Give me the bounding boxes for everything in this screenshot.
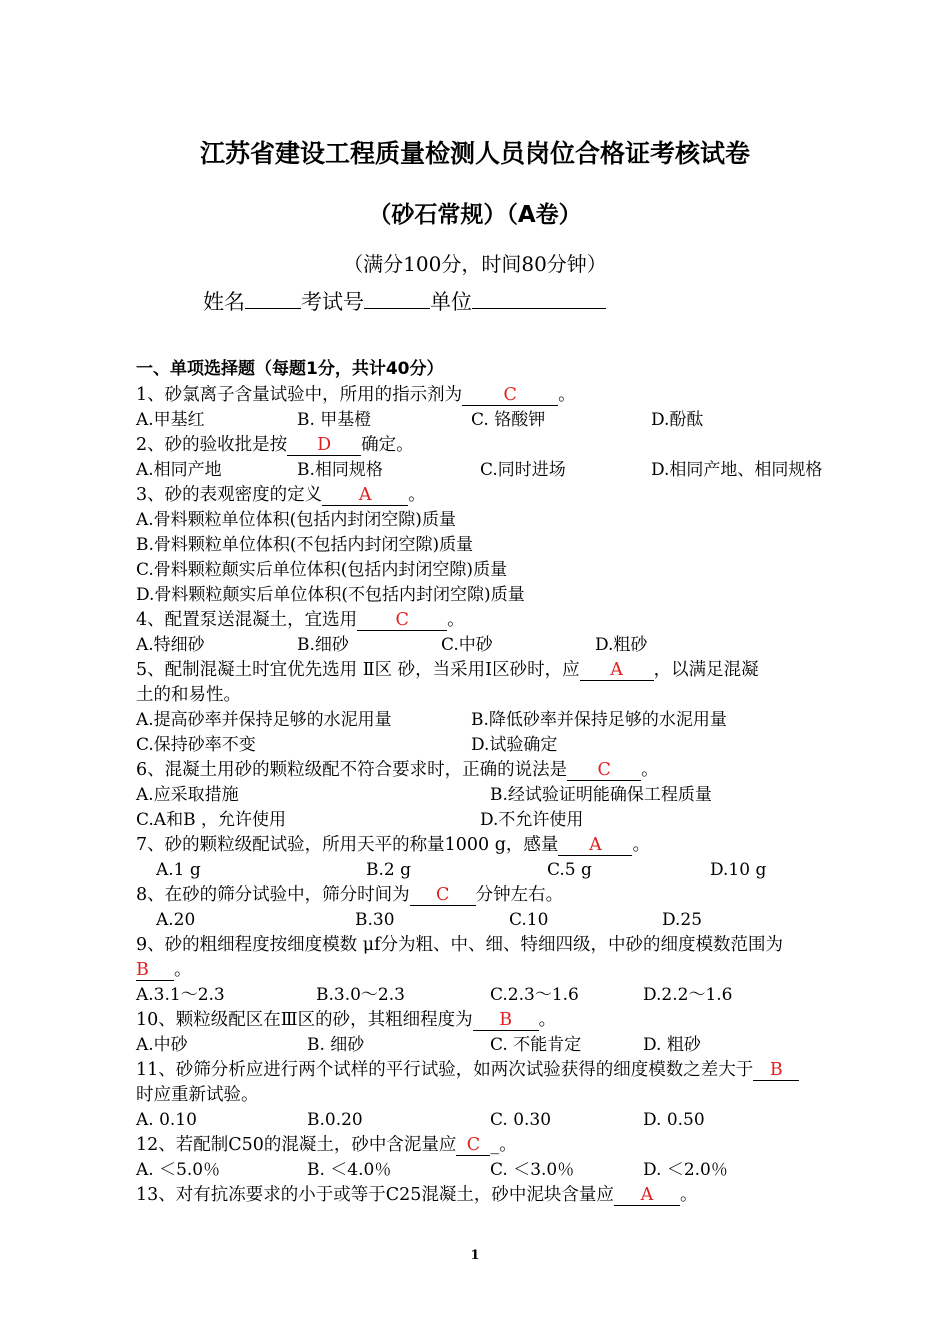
question-text: 。 [641, 760, 659, 780]
option: B.0.20 [307, 1110, 363, 1130]
option: D.相同产地、相同规格 [651, 460, 823, 480]
question-continuation: 土的和易性。 [136, 685, 241, 705]
question-text: 1、砂氯离子含量试验中，所用的指示剂为 [136, 385, 463, 405]
question-continuation: 时应重新试验。 [136, 1085, 259, 1105]
option: C.骨料颗粒颠实后单位体积(包括内封闭空隙)质量 [136, 560, 508, 580]
option: C.2.3～1.6 [490, 985, 579, 1005]
answer-blank: C [456, 1135, 490, 1156]
option: B. 甲基橙 [297, 410, 372, 430]
question-text: 12、若配制C50的混凝土，砂中含泥量应 [136, 1135, 457, 1155]
question-text: 3、砂的表观密度的定义 [136, 485, 323, 505]
option: D. 粗砂 [643, 1035, 701, 1055]
question-text: _ [490, 1135, 500, 1155]
answer-blank: B [753, 1060, 799, 1081]
option: B.30 [355, 910, 395, 930]
option: C.A和B ，允许使用 [136, 810, 286, 830]
exam-no-field[interactable] [364, 288, 430, 309]
option: C. 铬酸钾 [471, 410, 546, 430]
option: C. 不能肯定 [490, 1035, 582, 1055]
name-label: 姓名 [203, 290, 245, 314]
option: B.3.0～2.3 [316, 985, 405, 1005]
option: C. 0.30 [490, 1110, 552, 1130]
option: D. 0.50 [643, 1110, 705, 1130]
question-text: 10、颗粒级配区在Ⅲ区的砂，其粗细程度为 [136, 1010, 473, 1030]
unit-label: 单位 [430, 290, 472, 314]
option: D.不允许使用 [480, 810, 584, 830]
answer-blank: C [567, 760, 641, 781]
question-text: 。 [174, 960, 192, 980]
question-text: 5、配制混凝土时宜优先选用 Ⅱ区 砂，当采用Ⅰ区砂时，应 [136, 660, 580, 680]
option: A.提高砂率并保持足够的水泥用量 [136, 710, 392, 730]
option: A.中砂 [136, 1035, 188, 1055]
question-text: 分钟左右。 [475, 885, 564, 905]
question-text: 6、混凝土用砂的颗粒级配不符合要求时，正确的说法是 [136, 760, 568, 780]
option: D.25 [662, 910, 703, 930]
question-text: 。 [538, 1010, 557, 1030]
answer-blank: A [580, 660, 654, 681]
option: B.经试验证明能确保工程质量 [490, 785, 712, 805]
option: A.应采取措施 [136, 785, 239, 805]
answer-blank: A [322, 485, 408, 506]
unit-field[interactable] [472, 288, 606, 309]
exam-meta: （满分100分，时间80分钟） [343, 252, 607, 276]
question [136, 884, 563, 906]
option: D.试验确定 [471, 735, 558, 755]
option: D. ＜2.0％ [643, 1160, 728, 1180]
question [136, 659, 759, 681]
answer-blank: A [558, 835, 632, 856]
question [136, 384, 576, 406]
option: A.相同产地 [136, 460, 222, 480]
question [136, 834, 650, 856]
exam-title: 江苏省建设工程质量检测人员岗位合格证考核试卷 [199, 139, 750, 168]
question [136, 1059, 799, 1081]
option: B. 细砂 [307, 1035, 365, 1055]
question-text: 确定。 [361, 435, 414, 455]
option: C.10 [509, 910, 549, 930]
question-text: ，以满足混凝 [653, 660, 759, 680]
question [136, 759, 659, 781]
option: A. ＜5.0％ [136, 1160, 221, 1180]
question-text: 。 [679, 1185, 698, 1205]
answer-blank: C [357, 610, 447, 631]
answer-blank: C [410, 885, 476, 906]
question-text: 。 [558, 385, 576, 405]
option: A.1 g [156, 860, 201, 880]
option: B.相同规格 [297, 460, 383, 480]
option: B. ＜4.0％ [307, 1160, 392, 1180]
option: C. ＜3.0％ [490, 1160, 575, 1180]
question-text: 8、在砂的筛分试验中，筛分时间为 [136, 885, 410, 905]
question [136, 934, 783, 956]
question-continuation [136, 959, 192, 981]
option: A.特细砂 [136, 635, 205, 655]
option: C.中砂 [441, 635, 493, 655]
page-number: 1 [470, 1248, 480, 1263]
question-text: 7、砂的颗粒级配试验，所用天平的称量1000 g，感量 [136, 835, 559, 855]
question-text: 2、砂的验收批是按 [136, 435, 288, 455]
option: B.2 g [366, 860, 411, 880]
answer-blank: D [287, 435, 361, 456]
exam-no-label: 考试号 [301, 290, 364, 314]
question-text: 13、对有抗冻要求的小于或等于C25混凝土，砂中泥块含量应 [136, 1185, 614, 1205]
option: D.粗砂 [595, 635, 648, 655]
candidate-info [203, 286, 606, 316]
name-field[interactable] [245, 288, 301, 309]
answer-blank: C [462, 385, 558, 406]
question [136, 1009, 556, 1031]
answer-blank: B [473, 1010, 539, 1031]
option: D.骨料颗粒颠实后单位体积(不包括内封闭空隙)质量 [136, 585, 525, 605]
question [136, 1134, 517, 1156]
option: D.酚酞 [651, 410, 704, 430]
question-text: 。 [632, 835, 650, 855]
option: A.20 [156, 910, 196, 930]
question [136, 434, 414, 456]
question-text: 4、配置泵送混凝土，宜选用 [136, 610, 358, 630]
option: B.细砂 [297, 635, 349, 655]
exam-subtitle: （砂石常规）（A卷） [368, 202, 582, 228]
option: C.5 g [547, 860, 592, 880]
option: D.10 g [710, 860, 767, 880]
question [136, 484, 426, 506]
option: D.2.2～1.6 [643, 985, 733, 1005]
option: C.保持砂率不变 [136, 735, 256, 755]
option: C.同时进场 [480, 460, 566, 480]
question-text: 9、砂的粗细程度按细度模数 μf分为粗、中、细、特细四级，中砂的细度模数范围为 [136, 935, 784, 955]
option: B.骨料颗粒单位体积(不包括内封闭空隙)质量 [136, 535, 474, 555]
option: B.降低砂率并保持足够的水泥用量 [471, 710, 727, 730]
option: A.甲基红 [136, 410, 205, 430]
option: A.3.1～2.3 [136, 985, 225, 1005]
question-text: 。 [408, 485, 426, 505]
option: A.骨料颗粒单位体积(包括内封闭空隙)质量 [136, 510, 456, 530]
question-text: 。 [447, 610, 465, 630]
question-text: 11、砂筛分析应进行两个试样的平行试验，如两次试验获得的细度模数之差大于 [136, 1060, 754, 1080]
question-text: 。 [499, 1135, 517, 1155]
question [136, 1184, 697, 1206]
section-heading: 一、单项选择题（每题1分，共计40分） [136, 359, 444, 379]
option: A. 0.10 [136, 1110, 197, 1130]
answer-blank: A [614, 1185, 680, 1206]
answer-blank: B [136, 960, 174, 981]
question [136, 609, 465, 631]
